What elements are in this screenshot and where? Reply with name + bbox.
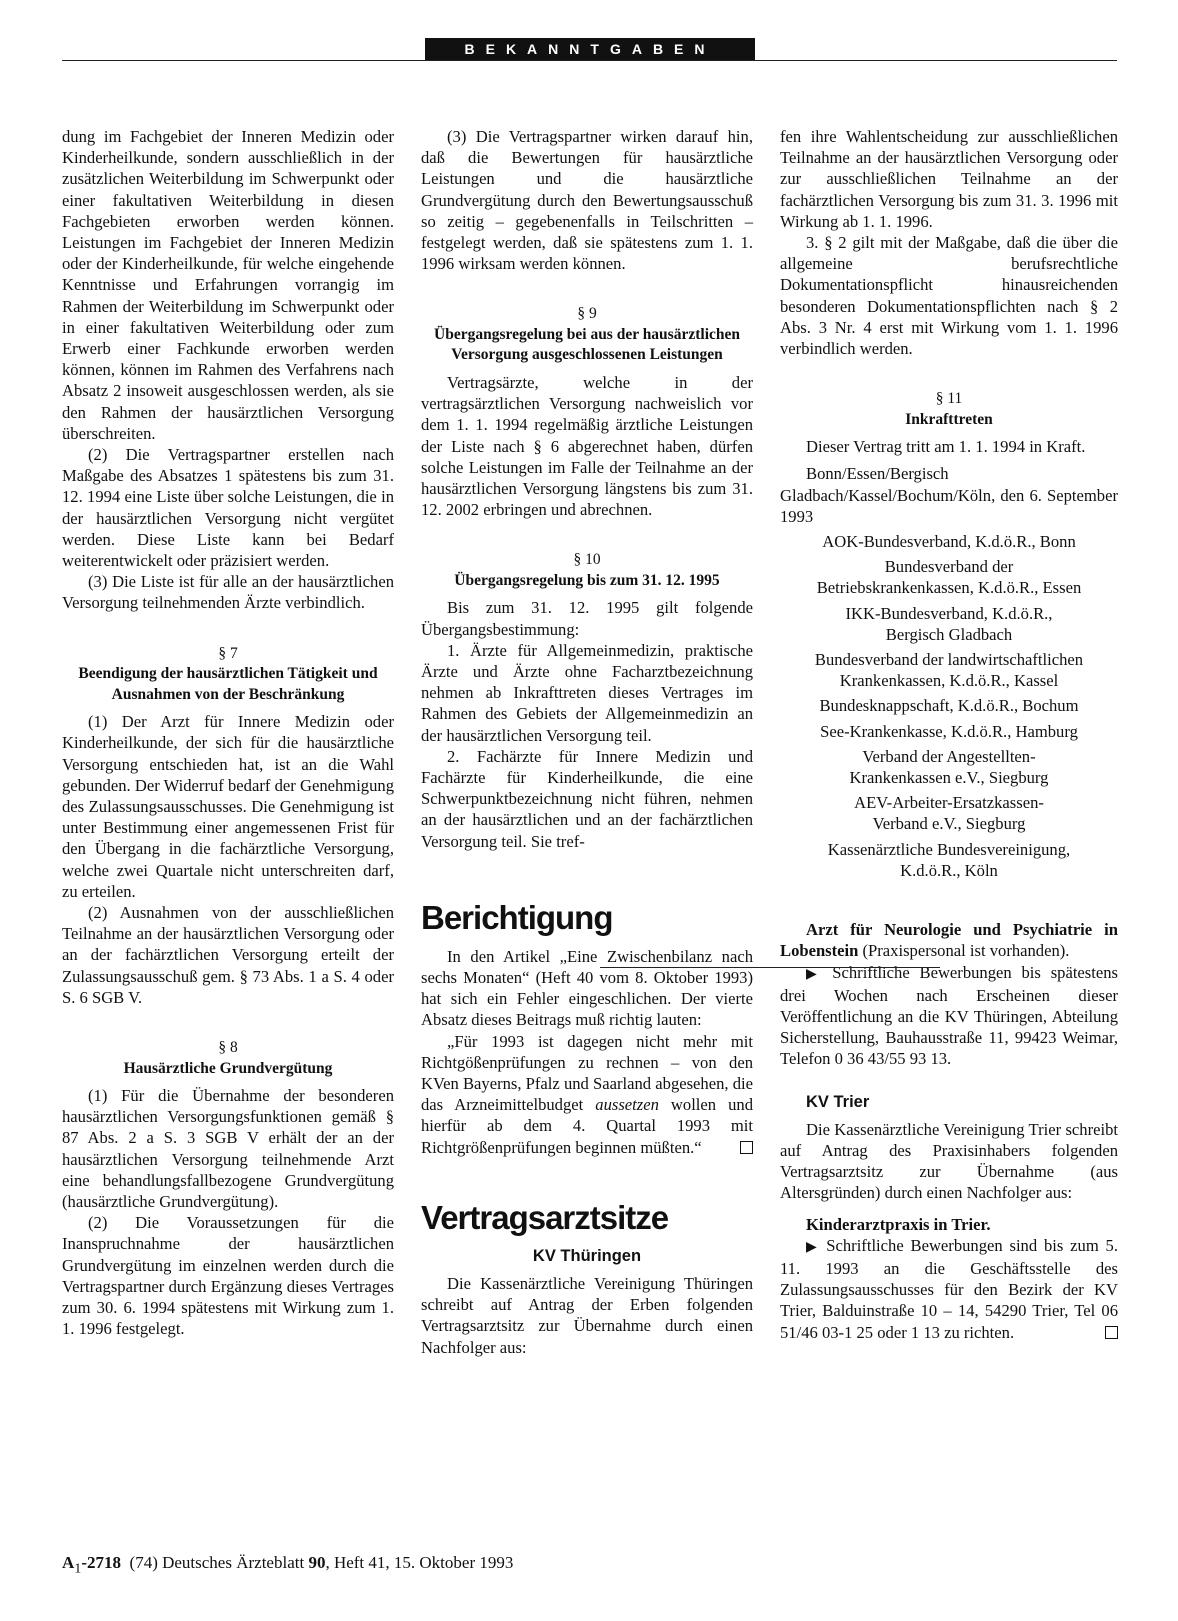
signatory-line: Verband e.V., Siegburg bbox=[872, 814, 1026, 834]
arrow-icon: ▶ bbox=[806, 1239, 820, 1255]
paragraph bbox=[780, 919, 1118, 961]
paragraph: (3) Die Liste ist für alle an der hausärztlichen Versorgung teilnehmenden Ärzte verbindlich. bbox=[62, 572, 394, 613]
section-title: Hausärztliche Grundvergütung bbox=[123, 1059, 333, 1077]
page-prefix: A bbox=[62, 1553, 75, 1572]
paragraph bbox=[421, 1031, 753, 1158]
section-heading-9 bbox=[421, 304, 753, 366]
text-span: Schriftliche Bewerbungen bis spätestens drei Wochen nach Erscheinen dieser Veröffentlichung an die KV Thüringen, Abteilung Sicherstellung, Bauhausstraße 11, 99423 Weimar, Telefon 0 36 43/55 93 13. bbox=[780, 962, 1118, 1069]
signatory-line: Bundesverband der landwirtschaftlichen bbox=[814, 650, 1084, 670]
section-title: Inkrafttreten bbox=[905, 410, 993, 428]
emphasis: aussetzen bbox=[595, 1095, 659, 1115]
signatory-line: Bergisch Gladbach bbox=[885, 624, 1013, 644]
signatory bbox=[780, 603, 1118, 645]
berichtigung-heading: Berichtigung bbox=[421, 898, 613, 936]
kv-trier-heading: KV Trier bbox=[806, 1092, 870, 1111]
signatory-line: AOK-Bundesverband, K.d.ö.R., Bonn bbox=[822, 532, 1076, 552]
divider-rule bbox=[600, 967, 940, 968]
signatory bbox=[780, 531, 1118, 552]
section-heading-7 bbox=[62, 644, 394, 706]
section-title: Beendigung der hausärztlichen Tätigkeit und Ausnahmen von der Beschränkung bbox=[78, 665, 378, 703]
issue-text: , Heft 41, 15. Oktober 1993 bbox=[325, 1553, 514, 1572]
signatory-line: Krankenkassen, K.d.ö.R., Kassel bbox=[839, 671, 1059, 691]
section-heading-10 bbox=[421, 550, 753, 591]
issue-text: (74) Deutsches Ärzteblatt bbox=[129, 1553, 309, 1572]
header-rule bbox=[62, 60, 1117, 61]
paragraph: (3) Die Vertragspartner wirken darauf hin, daß die Bewertungen für hausärztliche Leistungen und die hausärztliche Grundvergütung durch den Bewertungsausschuß so zeitig – gegebenenfalls in Teilschritten – festgelegt werden, daß sie spätestens zum 1. 1. 1996 wirksam werden können. bbox=[421, 127, 753, 274]
paragraph: Die Kassenärztliche Vereinigung Trier schreibt auf Antrag des Praxisinhabers folgenden Vertragsarztsitz zur Übernahme (aus Altersgründen) durch einen Nachfolger aus: bbox=[780, 1119, 1118, 1203]
paragraph: Bis zum 31. 12. 1995 gilt folgende Übergangsbestimmung: bbox=[421, 598, 753, 639]
signatory bbox=[780, 556, 1118, 598]
section-number: § 9 bbox=[577, 305, 597, 323]
paragraph: 1. Ärzte für Allgemeinmedizin, praktische Ärzte und Ärzte ohne Facharztbezeichnung nehmen ab Inkrafttreten dieses Vertrages im Rahmen des Gebiets der Allgemeinmedizin an der hausärztlichen Versorgung teil. bbox=[421, 640, 753, 745]
signatory-line: Bundesverband der bbox=[884, 557, 1014, 577]
text-span: Schriftliche Bewerbungen sind bis zum 5. 11. 1993 an die Geschäftsstelle des Zulassungsausschusses für den Bezirk der KV Trier, Balduinstraße 10 – 14, 54290 Trier, Tel 06 51/46 03-1 25 oder 1 13 zu richten. bbox=[780, 1235, 1118, 1342]
section-tag: BEKANNTGABEN bbox=[425, 38, 755, 60]
paragraph: Dieser Vertrag tritt am 1. 1. 1994 in Kraft. bbox=[806, 437, 1086, 457]
section-number: § 10 bbox=[573, 551, 601, 569]
paragraph bbox=[780, 962, 1118, 1070]
paragraph: dung im Fachgebiet der Inneren Medizin oder Kinderheilkunde, sondern ausschließlich in der zusätzlichen Weiterbildung im Schwerpunkt oder einer fakultativen Weiterbildung in diesen Fachgebieten erworben werden können. Leistungen im Fachgebiet der Inneren Medizin oder der Kinderheilkunde, für welche eingehende Kenntnisse und Erfahrungen vorrangig im Rahmen der Weiterbildung im Schwerpunkt oder in einer fakultativen Weiterbildung oder zum Erwerb einer Fachkunde erworben werden können, können im Rahmen des Verfahrens nach Absatz 2 insoweit ausgeschlossen werden, als sie den Rahmen der hausärztlichen Versorgung überschreiten. bbox=[62, 127, 394, 443]
arrow-icon: ▶ bbox=[806, 966, 823, 982]
volume-number: 90 bbox=[308, 1553, 326, 1572]
paragraph: (2) Die Voraussetzungen für die Inanspruchnahme der hausärztlichen Grundvergütung im einzelnen werden durch die Vertragspartner durch Ergänzung dieses Vertrages zum 30. 6. 1994 spätestens mit Wirkung zum 1. 1. 1996 festgelegt. bbox=[62, 1213, 394, 1339]
paragraph: 3. § 2 gilt mit der Maßgabe, daß die über die allgemeine berufsrechtliche Dokumentationspflicht hinausreichenden besonderen Dokumentationspflichten nach § 2 Abs. 3 Nr. 4 erst mit Wirkung vom 1. 1. 1996 verbindlich werden. bbox=[780, 233, 1118, 359]
page-number: -2718 bbox=[81, 1553, 122, 1572]
end-mark-icon bbox=[1105, 1326, 1118, 1339]
section-heading-8 bbox=[62, 1038, 394, 1079]
practice-title: Arzt für Neurologie und Psychiatrie in Lobenstein bbox=[780, 920, 1118, 961]
signatory bbox=[780, 792, 1118, 834]
signatory-line: Bundesknappschaft, K.d.ö.R., Bochum bbox=[819, 696, 1079, 716]
section-title: Übergangsregelung bei aus der hausärztlichen Versorgung ausgeschlossenen Leistungen bbox=[434, 325, 740, 364]
text-span: „Für 1993 ist dagegen nicht mehr mit Richtgößenprüfungen zu rechnen – von den KVen Bayerns, Pfalz und Saarland abgesehen, die das Arzneimittelbudget bbox=[421, 1031, 753, 1115]
text-span: (Praxispersonal ist vorhanden). bbox=[858, 941, 1070, 961]
paragraph: Die Kassenärztliche Vereinigung Thüringen schreibt auf Antrag der Erben folgenden Vertragsarztsitz zur Übernahme durch einen Nachfolger aus: bbox=[421, 1274, 753, 1357]
column-3 bbox=[780, 126, 1118, 1343]
signatory bbox=[780, 721, 1118, 742]
signatory-line: AEV-Arbeiter-Ersatzkassen- bbox=[854, 793, 1044, 813]
signatory-line: Krankenkassen e.V., Siegburg bbox=[849, 768, 1049, 788]
page-sub: 1 bbox=[74, 1560, 82, 1577]
paragraph: (2) Die Vertragspartner erstellen nach Maßgabe des Absatzes 1 spätestens bis zum 31. 12. 1994 eine Liste über solche Leistungen, die in der hausärztlichen Versorgung nicht vergütet werden. Diese Liste kann bei Bedarf weiterentwickelt oder präzisiert werden. bbox=[62, 445, 394, 571]
section-title: Übergangsregelung bis zum 31. 12. 1995 bbox=[454, 571, 720, 589]
section-heading-11 bbox=[780, 389, 1118, 430]
signatory bbox=[780, 649, 1118, 691]
signatory-line: K.d.ö.R., Köln bbox=[900, 860, 998, 880]
signatory-line: Betriebskrankenkassen, K.d.ö.R., Essen bbox=[816, 578, 1082, 598]
section-number: § 7 bbox=[218, 644, 238, 662]
signatory bbox=[780, 695, 1118, 716]
signatory bbox=[780, 746, 1118, 788]
paragraph: In den Artikel „Eine Zwischenbilanz nach sechs Monaten“ (Heft 40 vom 8. Oktober 1993) hat sich ein Fehler eingeschlichen. Der vierte Absatz dieses Beitrags muß richtig lauten: bbox=[421, 946, 753, 1030]
kv-thueringen-heading: KV Thüringen bbox=[532, 1246, 642, 1265]
signatory-line: IKK-Bundesverband, K.d.ö.R., bbox=[845, 603, 1053, 623]
paragraph: 2. Fachärzte für Innere Medizin und Fachärzte für Kinderheilkunde, die eine Schwerpunktbezeichnung nicht führen, nehmen an der hausärztlichen und an der fachärztlichen Versorgung teil. Sie tref- bbox=[421, 746, 753, 851]
paragraph bbox=[780, 1235, 1118, 1343]
text-span: wollen und hierfür ab dem 4. Quartal 1993 mit Richtgrößenprüfungen beginnen müßten.“ bbox=[421, 1095, 753, 1157]
paragraph: (1) Für die Übernahme der besonderen hausärztlichen Versorgungsfunktionen gemäß § 87 Abs. 2 a S. 3 SGB V erhält der an der hausärztlichen Versorgung teilnehmende Arzt eine behandlungsfallbezogene Grundvergütung (hausärztliche Grundvergütung). bbox=[62, 1086, 394, 1212]
column-1 bbox=[62, 126, 394, 1339]
signatory-line: Kassenärztliche Bundesvereinigung, bbox=[827, 839, 1071, 859]
section-number: § 11 bbox=[935, 390, 963, 408]
end-mark-icon bbox=[740, 1141, 753, 1154]
signatory-line: See-Krankenkasse, K.d.ö.R., Hamburg bbox=[820, 721, 1078, 741]
paragraph: Vertragsärzte, welche in der vertragsärztlichen Versorgung nachweislich vor dem 1. 1. 1994 regelmäßig ärztliche Leistungen der Liste nach § 6 abgerechnet haben, dürfen solche Leistungen im Falle der Teilnahme an der hausärztlichen Versorgung längstens bis zum 31. 12. 2002 erbringen und abrechnen. bbox=[421, 372, 753, 520]
section-number: § 8 bbox=[218, 1039, 238, 1057]
page-footer bbox=[62, 1553, 513, 1577]
signatory bbox=[780, 839, 1118, 881]
place-date: Bonn/Essen/Bergisch Gladbach/Kassel/Bochum/Köln, den 6. September 1993 bbox=[780, 464, 1118, 526]
paragraph: fen ihre Wahlentscheidung zur ausschließlichen Teilnahme an der hausärztlichen Versorgung oder zur ausschließlichen Teilnahme an der fachärztlichen Versorgung bis zum 31. 3. 1996 mit Wirkung ab 1. 1. 1996. bbox=[780, 127, 1118, 231]
column-2 bbox=[421, 126, 753, 1358]
vertragsarztsitze-heading: Vertragsarztsitze bbox=[421, 1198, 669, 1236]
paragraph: (1) Der Arzt für Innere Medizin oder Kinderheilkunde, der sich für die hausärztliche Versorgung entschieden hat, ist an die Wahl gebunden. Der Widerruf bedarf der Genehmigung des Zulassungsausschusses. Die Genehmigung ist unter Bestimmung einer angemessenen Frist für den Übergang in die fachärztliche Versorgung, welche zwei Quartale nicht unterschreiten darf, zu erteilen. bbox=[62, 712, 394, 901]
paragraph: (2) Ausnahmen von der ausschließlichen Teilnahme an der hausärztlichen Versorgung oder an der fachärztlichen Versorgung erteilt der Zulassungsausschuß gem. § 73 Abs. 1 a S. 4 oder S. 6 SGB V. bbox=[62, 903, 394, 1007]
practice-title: Kinderarztpraxis in Trier. bbox=[806, 1214, 991, 1234]
signatory-line: Verband der Angestellten- bbox=[862, 746, 1036, 766]
